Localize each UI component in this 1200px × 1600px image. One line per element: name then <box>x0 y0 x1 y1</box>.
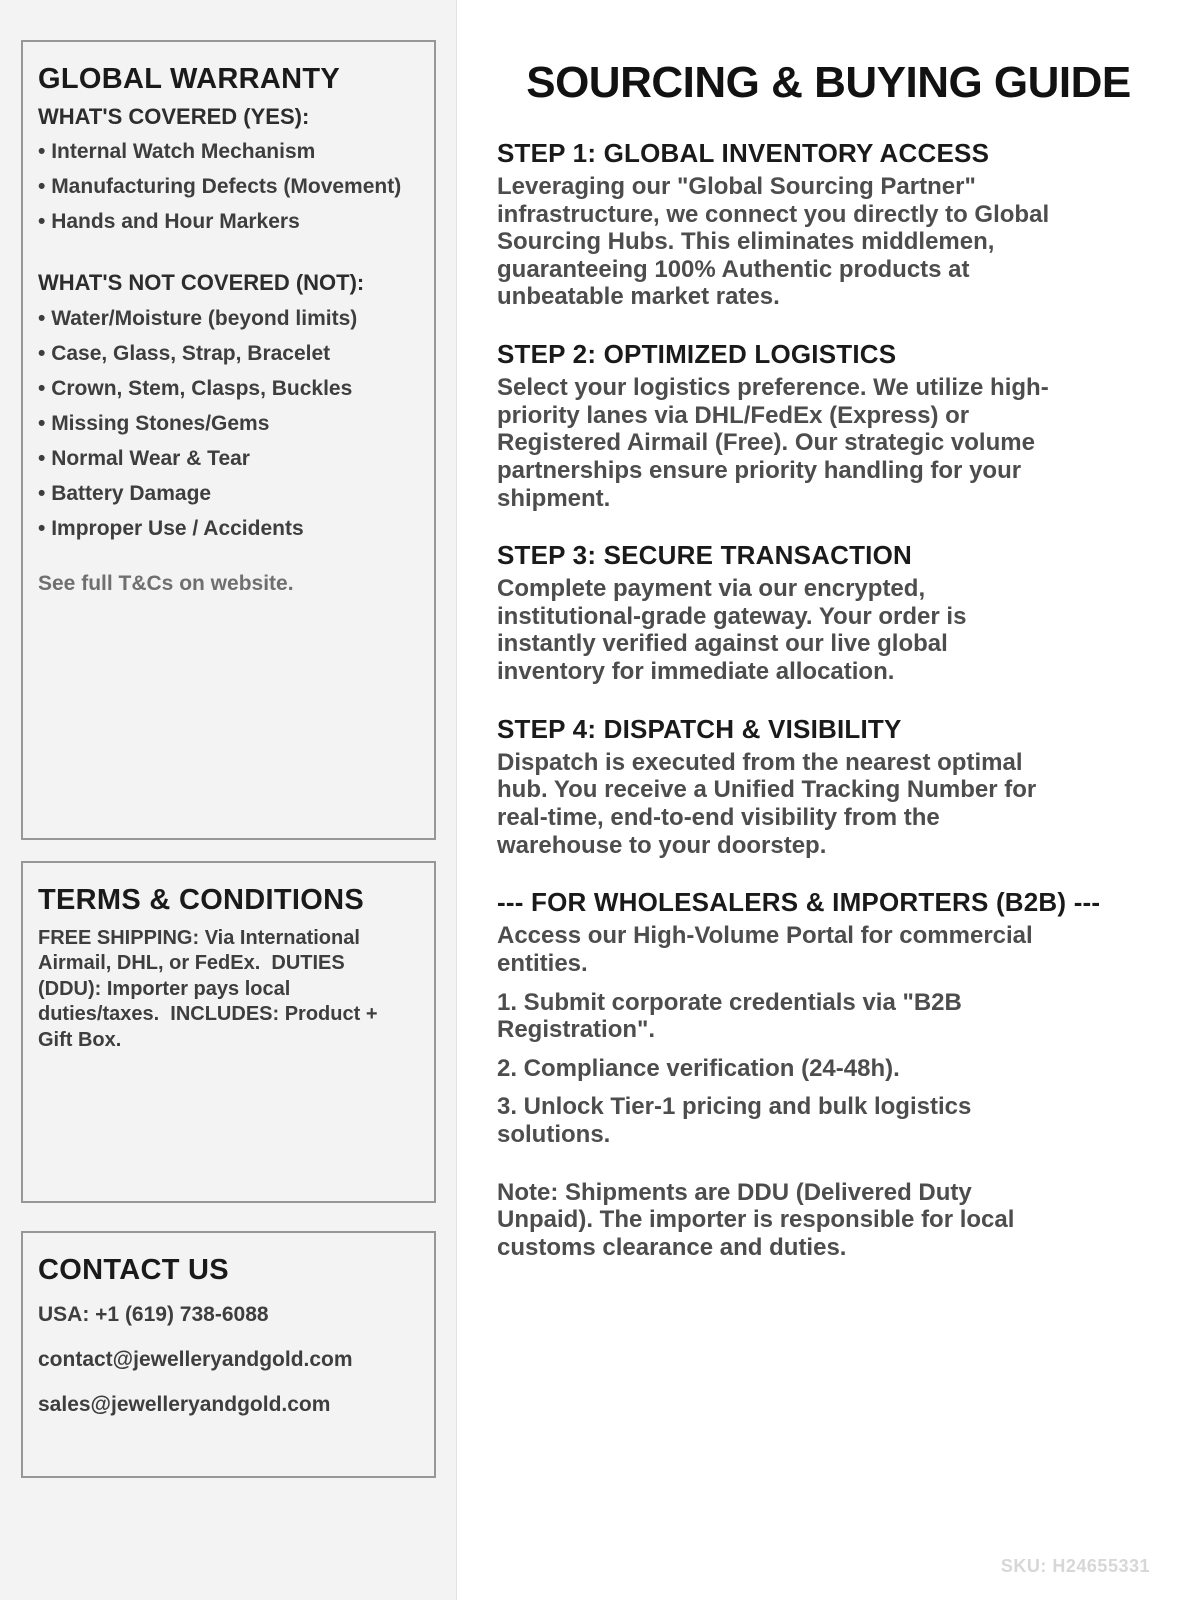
contact-sales-email: sales@jewelleryandgold.com <box>38 1392 331 1416</box>
terms-panel <box>21 861 436 1203</box>
section-paragraph: Select your logistics preference. We utilize high-priority lanes via DHL/FedEx (Express) or Registered Airmail (Free). Our strategic volume partnerships ensure priority handling for your shipment. <box>497 374 1049 512</box>
warranty-panel <box>21 40 436 840</box>
section-paragraph: 1. Submit corporate credentials via "B2B Registration". <box>497 988 962 1044</box>
section-paragraph: Complete payment via our encrypted, institutional-grade gateway. Your order is instantly verified against our live global inventory for immediate allocation. <box>497 575 967 686</box>
section-heading: STEP 4: DISPATCH & VISIBILITY <box>497 713 902 744</box>
warranty-footnote: See full T&Cs on website. <box>38 571 294 595</box>
sku-label: SKU: H24655331 <box>1000 1556 1150 1576</box>
terms-title: TERMS & CONDITIONS <box>38 884 365 916</box>
section-paragraph: 2. Compliance verification (24-48h). <box>497 1054 900 1082</box>
warranty-not-covered-title: WHAT'S NOT COVERED (NOT): <box>38 270 365 296</box>
warranty-title: GLOBAL WARRANTY <box>38 63 341 95</box>
section-note: Note: Shipments are DDU (Delivered Duty Unpaid). The importer is responsible for local customs clearance and duties. <box>497 1178 1015 1261</box>
warranty-covered-title: WHAT'S COVERED (YES): <box>38 103 310 129</box>
list-item: • Case, Glass, Strap, Bracelet <box>38 336 419 371</box>
sidebar <box>0 0 457 1600</box>
list-item: • Manufacturing Defects (Movement) <box>38 169 419 204</box>
section-step-2 <box>497 339 1160 512</box>
section-heading: STEP 2: OPTIMIZED LOGISTICS <box>497 338 897 369</box>
section-step-1 <box>497 138 1160 311</box>
contact-phone: USA: +1 (619) 738-6088 <box>38 1302 269 1326</box>
section-heading: STEP 3: SECURE TRANSACTION <box>497 540 912 571</box>
section-paragraph: Dispatch is executed from the nearest optimal hub. You receive a Unified Tracking Number for real-time, end-to-end visibility from the warehouse to your doorstep. <box>497 748 1037 859</box>
list-item: • Missing Stones/Gems <box>38 406 419 441</box>
list-item: • Battery Damage <box>38 476 419 511</box>
main-content <box>457 0 1200 1600</box>
section-b2b <box>497 887 1160 1261</box>
section-paragraph: Access our High-Volume Portal for commercial entities. <box>497 922 1033 978</box>
page-title: SOURCING & BUYING GUIDE <box>526 58 1131 107</box>
list-item: • Normal Wear & Tear <box>38 441 419 476</box>
section-paragraph: Leveraging our "Global Sourcing Partner" infrastructure, we connect you directly to Global Sourcing Hubs. This eliminates middlemen, guaranteeing 100% Authentic products at unbeatable market rates. <box>497 172 1050 311</box>
list-item: • Internal Watch Mechanism <box>38 134 419 169</box>
contact-title: CONTACT US <box>38 1254 229 1286</box>
warranty-covered-list <box>38 134 419 239</box>
section-heading: --- FOR WHOLESALERS & IMPORTERS (B2B) --- <box>497 887 1101 918</box>
list-item: • Crown, Stem, Clasps, Buckles <box>38 371 419 406</box>
warranty-not-covered-list <box>38 301 419 546</box>
section-step-3 <box>497 540 1160 686</box>
section-step-4 <box>497 714 1160 860</box>
list-item: • Hands and Hour Markers <box>38 204 419 239</box>
terms-body: FREE SHIPPING: Via International Airmail, DHL, or FedEx. DUTIES (DDU): Importer pays local duties/taxes. INCLUDES: Product + Gift Box. <box>38 926 384 1051</box>
list-item: • Water/Moisture (beyond limits) <box>38 301 419 336</box>
contact-panel <box>21 1231 436 1478</box>
section-paragraph: 3. Unlock Tier-1 pricing and bulk logistics solutions. <box>497 1093 972 1148</box>
list-item: • Improper Use / Accidents <box>38 511 419 546</box>
contact-email: contact@jewelleryandgold.com <box>38 1347 353 1371</box>
section-heading: STEP 1: GLOBAL INVENTORY ACCESS <box>497 137 990 168</box>
